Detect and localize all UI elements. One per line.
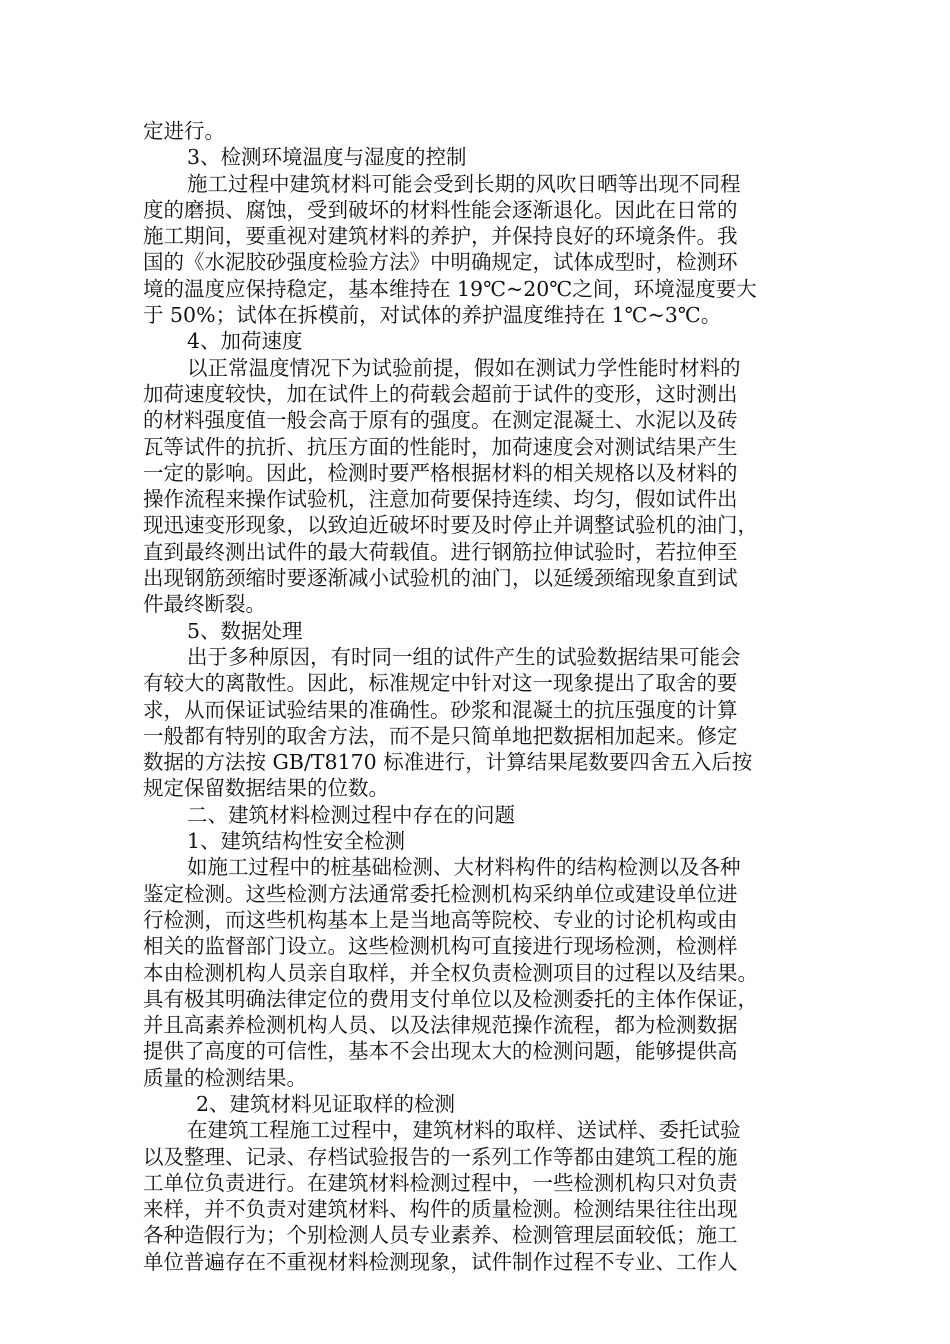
text-line: 出现钢筋颈缩时要逐渐减小试验机的油门，以延缓颈缩现象直到试 <box>143 566 738 591</box>
text-line: 5、数据处理 <box>187 618 303 643</box>
section-heading <box>143 828 808 854</box>
text-line: 瓦等试件的抗折、抗压方面的性能时，加荷速度会对测试结果产生 <box>143 434 738 459</box>
section-heading <box>143 1091 808 1117</box>
text-line: 4、加荷速度 <box>187 329 303 354</box>
text-line: 一定的影响。因此，检测时要严格根据材料的相关规格以及材料的 <box>143 460 738 485</box>
text-line: 2、建筑材料见证取样的检测 <box>196 1091 456 1116</box>
text-line: 现迅速变形现象，以致迫近破坏时要及时停止并调整试验机的油门， <box>143 513 758 538</box>
text-line: 数据的方法按 GB/T8170 标准进行，计算结果尾数要四舍五入后按 <box>143 750 753 775</box>
text-line: 于 50%；试体在拆模前，对试体的养护温度维持在 1℃~3℃。 <box>143 303 722 328</box>
text-line: 鉴定检测。这些检测方法通常委托检测机构采纳单位或建设单位进 <box>143 881 738 906</box>
paragraph <box>143 644 808 802</box>
text-line: 施工过程中建筑材料可能会受到长期的风吹日晒等出现不同程 <box>187 171 741 196</box>
text-line: 质量的检测结果。 <box>143 1065 307 1090</box>
text-line: 来样，并不负责对建筑材料、构件的质量检测。检测结果往往出现 <box>143 1197 738 1222</box>
text-line: 提供了高度的可信性，基本不会出现太大的检测问题，能够提供高 <box>143 1039 738 1064</box>
text-line: 二、建筑材料检测过程中存在的问题 <box>187 802 515 827</box>
section-heading <box>143 328 808 354</box>
text-line: 在建筑工程施工过程中，建筑材料的取样、送试样、委托试验 <box>187 1118 741 1143</box>
text-line: 加荷速度较快，加在试件上的荷载会超前于试件的变形，这时测出 <box>143 381 738 406</box>
paragraph <box>143 118 808 144</box>
paragraph <box>143 355 808 618</box>
text-line: 国的《水泥胶砂强度检验方法》中明确规定，试体成型时，检测环 <box>143 250 738 275</box>
text-line: 本由检测机构人员亲自取样，并全权负责检测项目的过程以及结果。 <box>143 960 758 985</box>
section-heading <box>143 618 808 644</box>
text-line: 以及整理、记录、存档试验报告的一系列工作等都由建筑工程的施 <box>143 1144 738 1169</box>
text-line: 施工期间，要重视对建筑材料的养护，并保持良好的环境条件。我 <box>143 224 738 249</box>
text-line: 规定保留数据结果的位数。 <box>143 776 389 801</box>
text-line: 境的温度应保持稳定，基本维持在 19℃~20℃之间，环境湿度要大 <box>143 276 757 301</box>
text-line: 件最终断裂。 <box>143 592 266 617</box>
section-heading <box>143 144 808 170</box>
text-line: 以正常温度情况下为试验前提，假如在测试力学性能时材料的 <box>187 355 741 380</box>
text-line: 1、建筑结构性安全检测 <box>187 829 406 854</box>
text-line: 各种造假行为；个别检测人员专业素养、检测管理层面较低；施工 <box>143 1223 738 1248</box>
text-line: 相关的监督部门设立。这些检测机构可直接进行现场检测，检测样 <box>143 934 738 959</box>
text-line: 单位普遍存在不重视材料检测现象，试件制作过程不专业、工作人 <box>143 1249 738 1274</box>
paragraph <box>143 854 808 1091</box>
text-line: 定进行。 <box>143 119 225 143</box>
section-heading <box>143 802 808 828</box>
text-line: 直到最终测出试件的最大荷载值。进行钢筋拉伸试验时，若拉伸至 <box>143 539 738 564</box>
text-line: 操作流程来操作试验机，注意加荷要保持连续、均匀，假如试件出 <box>143 487 738 512</box>
text-line: 并且高素养检测机构人员、以及法律规范操作流程，都为检测数据 <box>143 1013 738 1038</box>
text-line: 度的磨损、腐蚀，受到破坏的材料性能会逐渐退化。因此在日常的 <box>143 197 738 222</box>
text-line: 工单位负责进行。在建筑材料检测过程中，一些检测机构只对负责 <box>143 1170 738 1195</box>
text-line: 有较大的离散性。因此，标准规定中针对这一现象提出了取舍的要 <box>143 671 738 696</box>
text-line: 如施工过程中的桩基础检测、大材料构件的结构检测以及各种 <box>187 855 741 880</box>
text-line: 具有极其明确法律定位的费用支付单位以及检测委托的主体作保证， <box>143 986 758 1011</box>
paragraph <box>143 1117 808 1275</box>
text-line: 的材料强度值一般会高于原有的强度。在测定混凝土、水泥以及砖 <box>143 408 738 433</box>
text-line: 求，从而保证试验结果的准确性。砂浆和混凝土的抗压强度的计算 <box>143 697 738 722</box>
text-line: 3、检测环境温度与湿度的控制 <box>187 145 467 170</box>
text-line: 行检测，而这些机构基本上是当地高等院校、专业的讨论机构或由 <box>143 907 738 932</box>
document-body <box>143 118 808 1275</box>
text-line: 一般都有特别的取舍方法，而不是只简单地把数据相加起来。修定 <box>143 723 738 748</box>
text-line: 出于多种原因，有时同一组的试件产生的试验数据结果可能会 <box>187 644 741 669</box>
paragraph <box>143 171 808 329</box>
